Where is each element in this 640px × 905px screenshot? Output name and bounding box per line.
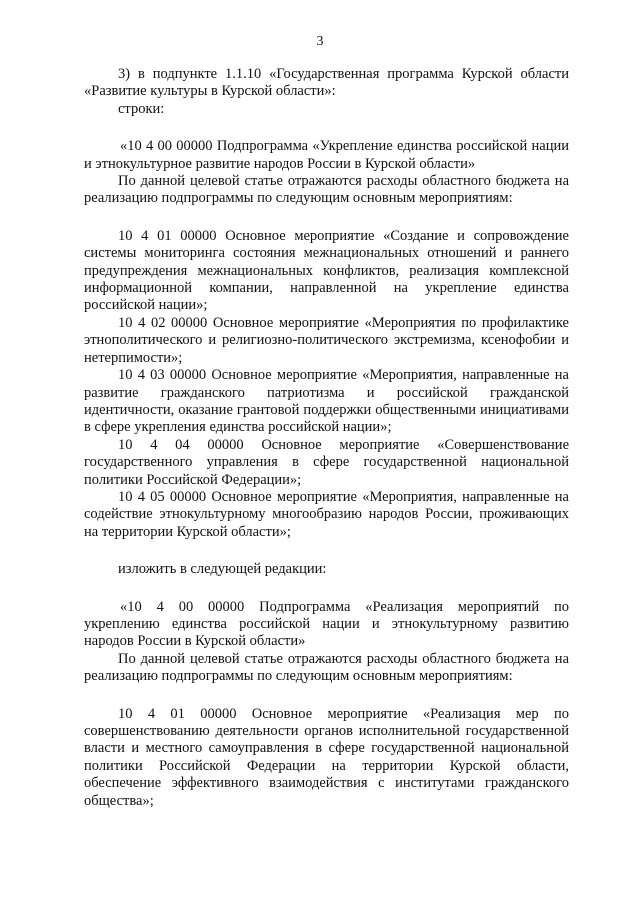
old-activity-item: 10 4 03 00000 Основное мероприятие «Мероприятия, направленные на развитие гражданского патриотизма и российской гражданской идентичности, оказание грантовой поддержки общественными инициативами в сфере укрепления единства российской нации»; [84,367,569,436]
spacer [84,579,569,599]
old-activity-item: 10 4 01 00000 Основное мероприятие «Создание и сопровождение системы мониторинга состояния межнациональных отношений и раннего предупреждения межнациональных конфликтов, реализация комплексной информационной компании, направленной на укрепление единства российской нации»; [84,227,569,314]
spacer [84,686,569,706]
old-budget-statement: По данной целевой статье отражаются расходы областного бюджета на реализацию подпрограммы по следующим основным мероприятиям: [84,173,569,207]
spacer [84,118,569,138]
section-intro: 3) в подпункте 1.1.10 «Государственная программа Курской области «Развитие культуры в Курской области»: [84,66,569,100]
document-body [84,66,569,810]
new-subprogram-title: «10 4 00 00000 Подпрограмма «Реализация мероприятий по укреплению единства российской нации и этнокультурному развитию народов России в Курской области» [84,598,569,650]
new-activity-item: 10 4 01 00000 Основное мероприятие «Реализация мер по совершенствованию деятельности органов исполнительной государственной власти и местного самоуправления в сфере государственной национальной политики Российской Федерации на территории Курской области, обеспечение эффективного взаимодействия с институтами гражданского общества»; [84,705,569,809]
old-activity-item: 10 4 05 00000 Основное мероприятие «Мероприятия, направленные на содействие этнокультурному многообразию народов России, проживающих на территории Курской области»; [84,488,569,540]
old-activity-item: 10 4 02 00000 Основное мероприятие «Мероприятия по профилактике этнополитического и религиозно-политического экстремизма, ксенофобии и нетерпимости»; [84,314,569,366]
transition-phrase: изложить в следующей редакции: [118,561,327,578]
spacer [84,541,569,561]
spacer [84,208,569,228]
section-label-lines: строки: [118,100,165,117]
old-activity-item: 10 4 04 00000 Основное мероприятие «Совершенствование государственного управления в сфере государственной национальной политики Российской Федерации»; [84,436,569,488]
page-number: 3 [316,34,324,49]
old-subprogram-title: «10 4 00 00000 Подпрограмма «Укрепление единства российской нации и этнокультурное развитие народов России в Курской области» [84,138,569,172]
new-budget-statement: По данной целевой статье отражаются расходы областного бюджета на реализацию подпрограммы по следующим основным мероприятиям: [84,650,569,685]
